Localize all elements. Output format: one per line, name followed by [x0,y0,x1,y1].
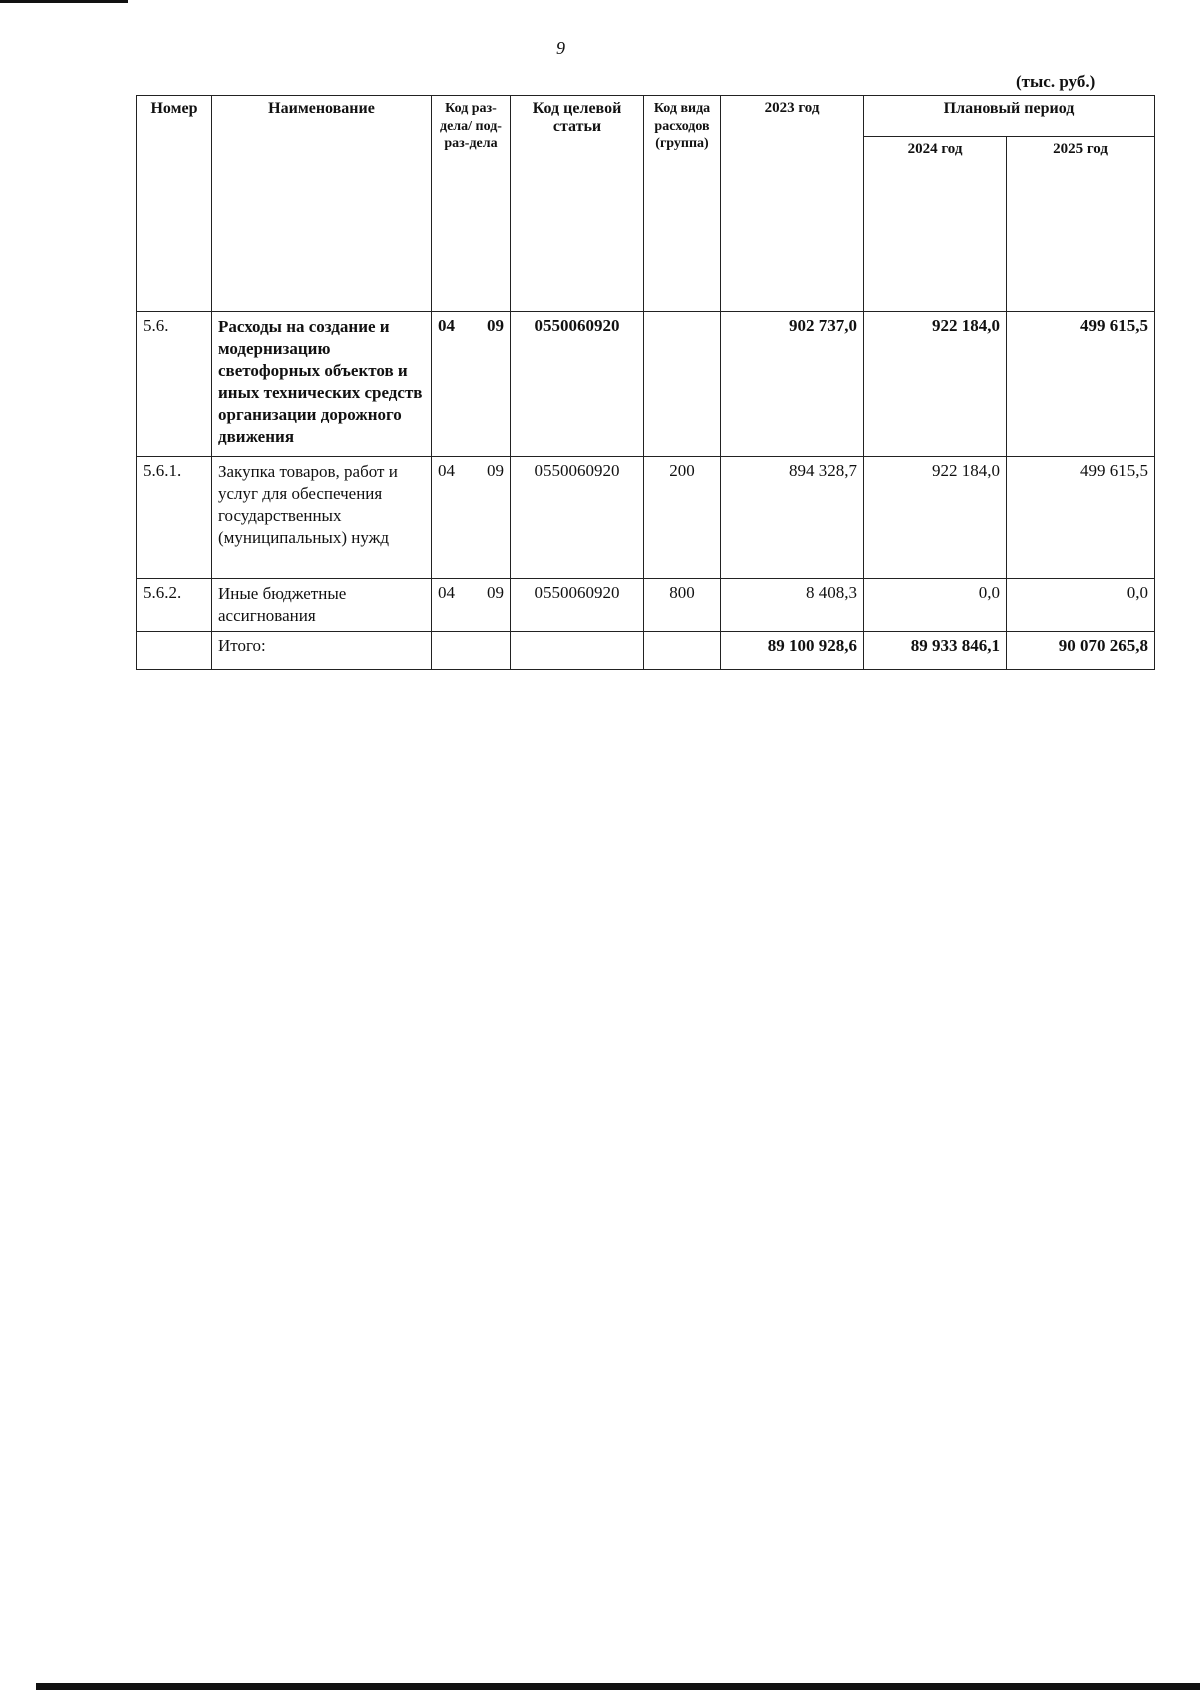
header-section-code: Код раз-дела/ под-раз-дела [432,96,511,312]
row-subsection: 09 [487,583,504,602]
page-number: 9 [556,38,565,58]
row-section-code [432,579,511,632]
row-number: 5.6.2. [137,579,212,632]
total-label: Итого: [212,632,432,670]
total-target-cell [511,632,644,670]
row-expense-type: 800 [644,579,721,632]
row-section-code [432,457,511,579]
row-target-code: 0550060920 [511,312,644,457]
row-value-2025: 499 615,5 [1007,312,1155,457]
row-value-2024: 922 184,0 [864,312,1007,457]
header-year-2025: 2025 год [1007,137,1155,312]
header-name: Наименование [212,96,432,312]
header-target-code: Код целевой статьи [511,96,644,312]
header-row-1 [137,96,1155,137]
row-value-2023: 902 737,0 [721,312,864,457]
row-value-2024: 922 184,0 [864,457,1007,579]
row-value-2024: 0,0 [864,579,1007,632]
total-row [137,632,1155,670]
total-value-2024: 89 933 846,1 [864,632,1007,670]
top-rule [0,0,128,3]
row-section-code [432,312,511,457]
bottom-rule [36,1683,1200,1690]
row-name: Закупка товаров, работ и услуг для обеспечения государственных (муниципальных) нужд [212,457,432,579]
row-number: 5.6.1. [137,457,212,579]
table-row [137,312,1155,457]
budget-table [136,95,1155,670]
header-number: Номер [137,96,212,312]
row-section: 04 [438,583,455,602]
row-name: Расходы на создание и модернизацию светофорных объектов и иных технических средств организации дорожного движения [212,312,432,457]
row-target-code: 0550060920 [511,457,644,579]
header-plan-period: Плановый период [864,96,1155,137]
table-row [137,457,1155,579]
total-section-cell [432,632,511,670]
table-row [137,579,1155,632]
total-number-cell [137,632,212,670]
row-expense-type: 200 [644,457,721,579]
total-expense-cell [644,632,721,670]
total-value-2023: 89 100 928,6 [721,632,864,670]
row-target-code: 0550060920 [511,579,644,632]
header-year-2023: 2023 год [721,96,864,312]
row-subsection: 09 [487,461,504,480]
row-value-2023: 8 408,3 [721,579,864,632]
header-year-2024: 2024 год [864,137,1007,312]
row-section: 04 [438,461,455,480]
total-value-2025: 90 070 265,8 [1007,632,1155,670]
row-value-2025: 0,0 [1007,579,1155,632]
row-expense-type [644,312,721,457]
row-name: Иные бюджетные ассигнования [212,579,432,632]
row-number: 5.6. [137,312,212,457]
units-label: (тыс. руб.) [1016,72,1096,91]
row-value-2023: 894 328,7 [721,457,864,579]
header-expense-type: Код вида расходов (группа) [644,96,721,312]
row-section: 04 [438,316,455,335]
row-value-2025: 499 615,5 [1007,457,1155,579]
row-subsection: 09 [487,316,504,335]
